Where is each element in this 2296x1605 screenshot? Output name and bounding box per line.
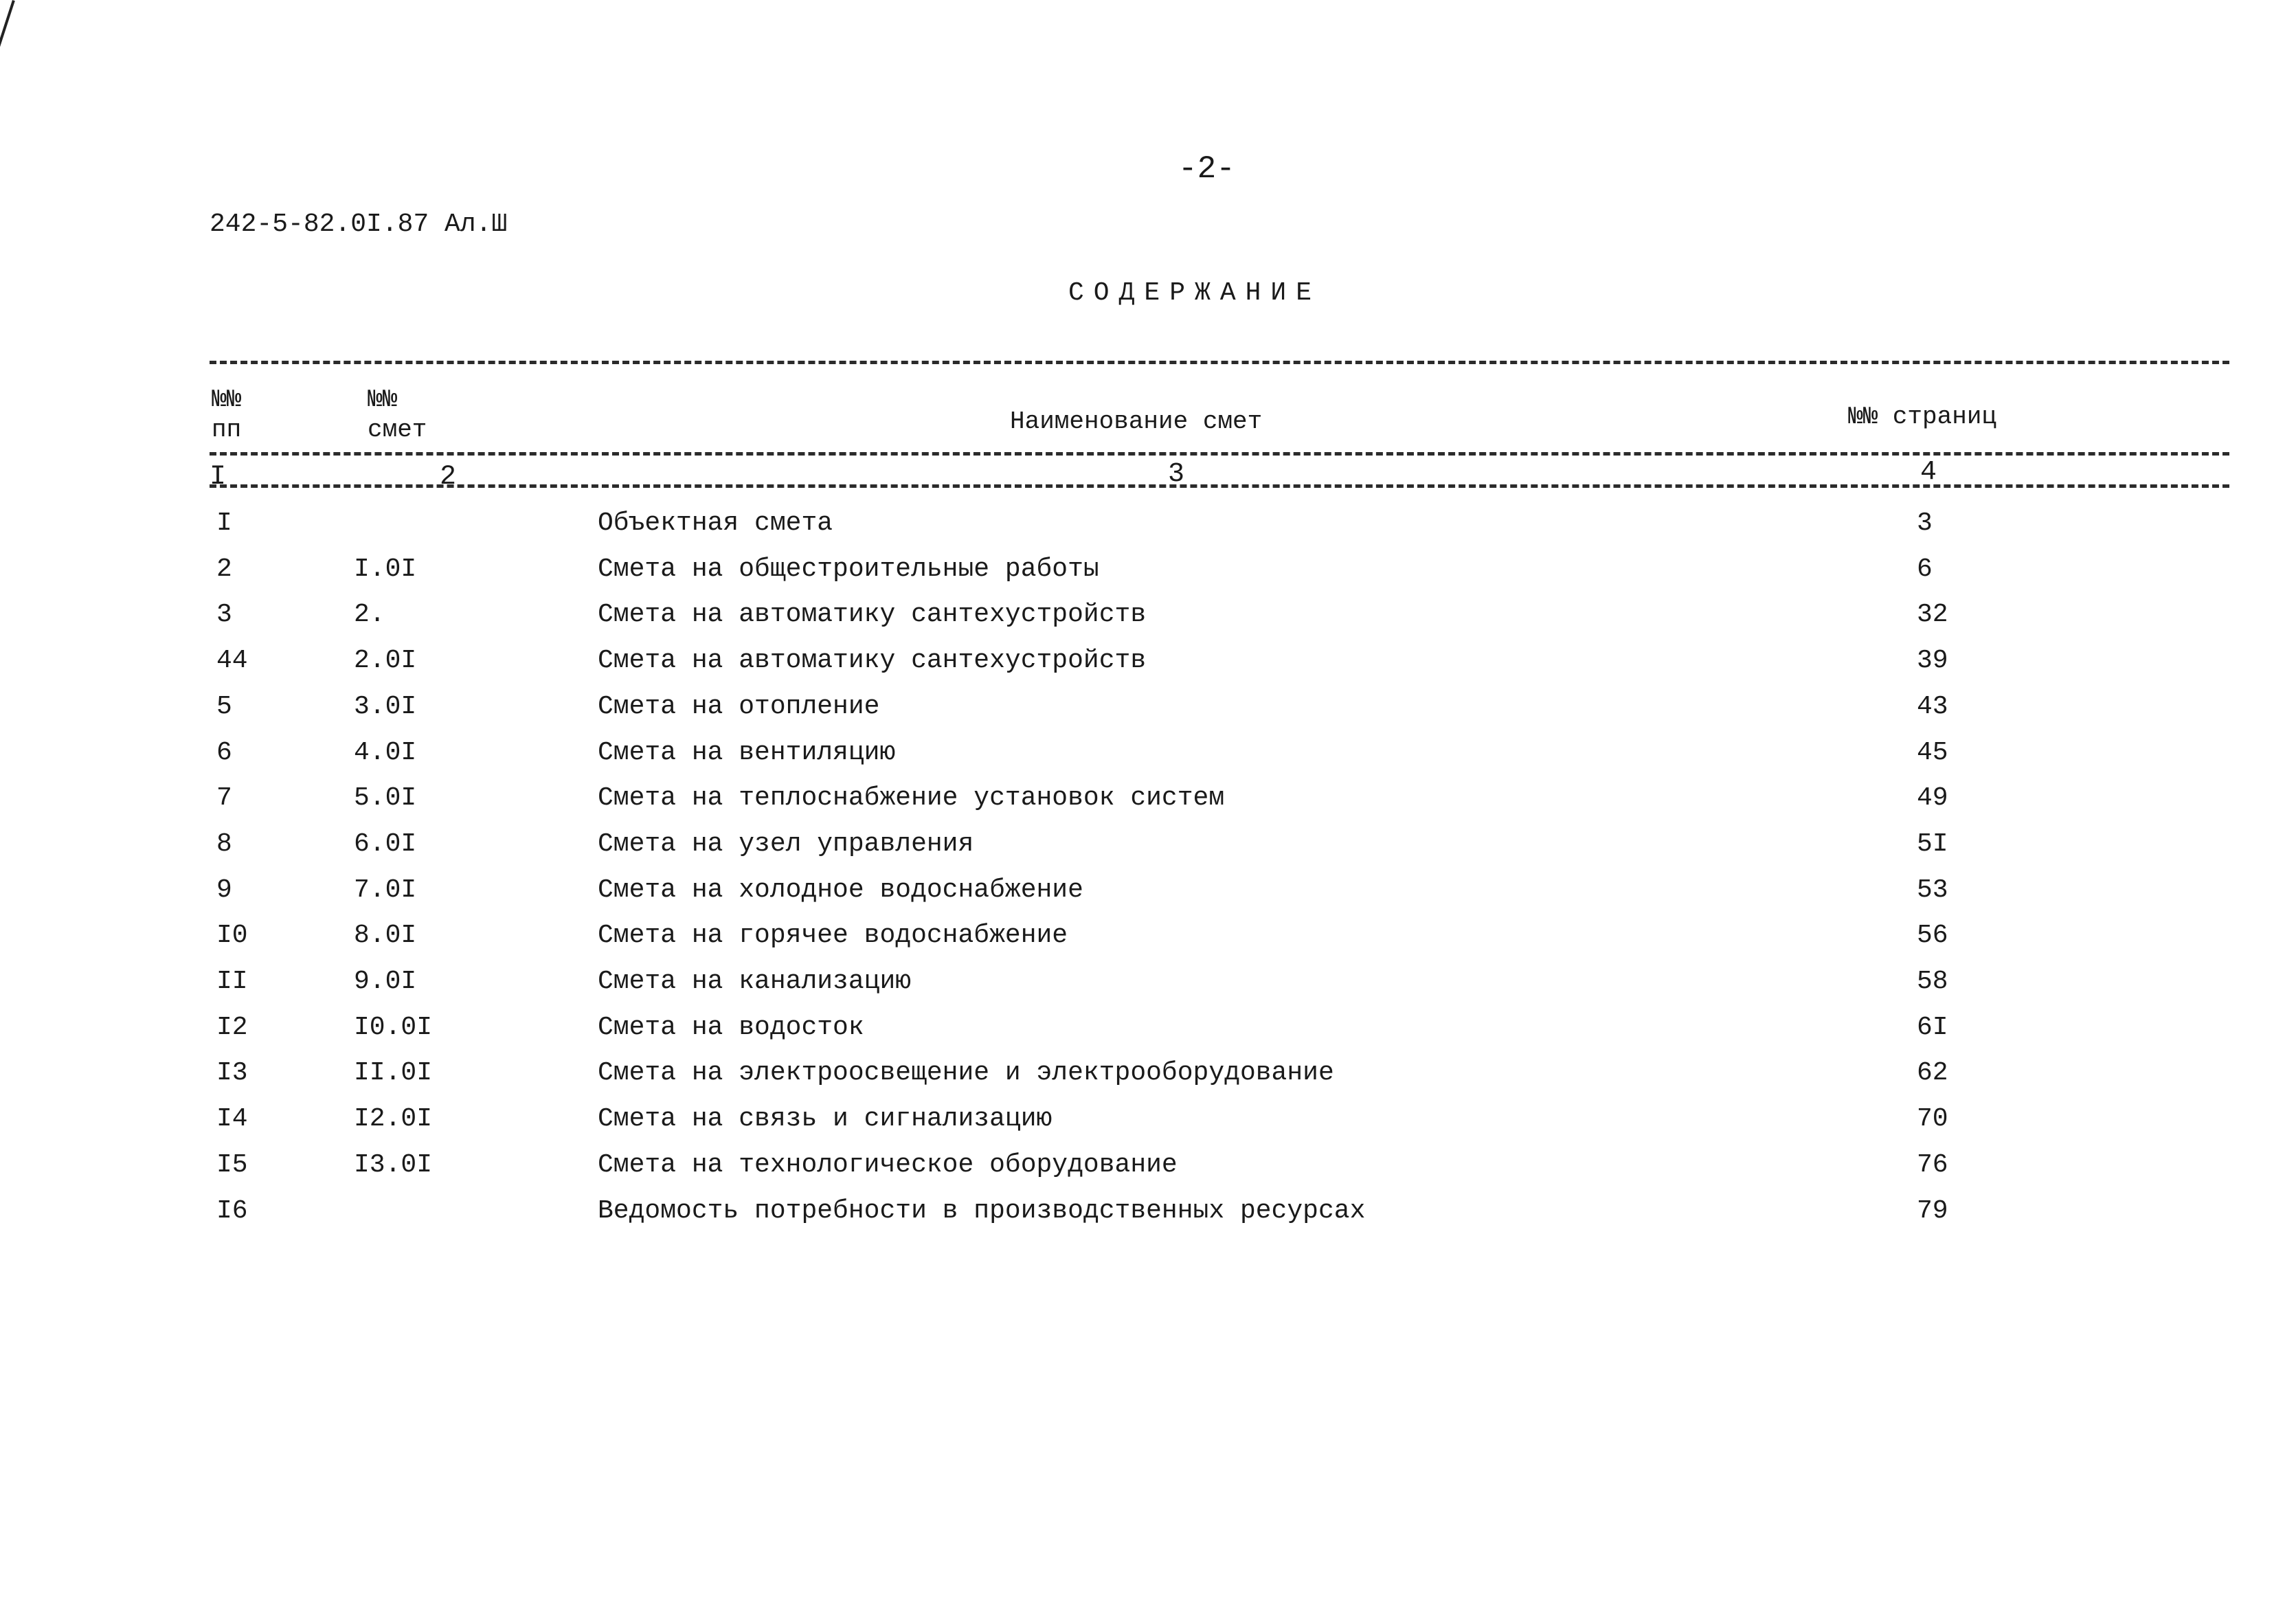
estimate-name: Смета на связь и сигнализацию [598, 1104, 1053, 1134]
table-row [0, 921, 2296, 962]
estimate-number: 8.0I [354, 921, 417, 950]
page-reference: 45 [1917, 738, 1948, 767]
row-number: I2 [216, 1013, 248, 1042]
row-number: I0 [216, 921, 248, 950]
estimate-number: I.0I [354, 554, 417, 584]
table-row [0, 738, 2296, 779]
page-reference: 3 [1917, 508, 1933, 538]
page-number: -2- [1178, 151, 1235, 187]
estimate-name: Смета на электроосвещение и электрооборудование [598, 1058, 1334, 1088]
header-mid-rule [210, 452, 2229, 456]
row-number: I5 [216, 1150, 248, 1180]
row-number: 8 [216, 829, 232, 859]
table-row [0, 829, 2296, 871]
estimate-number: 2.0I [354, 646, 417, 675]
page-reference: 43 [1917, 692, 1948, 721]
header-top-rule [210, 361, 2229, 364]
header-pp-line2: пп [212, 416, 242, 444]
page-reference: 70 [1917, 1104, 1948, 1134]
table-row [0, 554, 2296, 596]
page-reference: 39 [1917, 646, 1948, 675]
table-row [0, 1013, 2296, 1054]
table-row [0, 875, 2296, 917]
document-code: 242-5-82.0I.87 Ал.Ш [210, 210, 508, 239]
estimate-name: Смета на автоматику сантехустройств [598, 600, 1147, 629]
row-number: I4 [216, 1104, 248, 1134]
estimate-name: Ведомость потребности в производственных ресурсах [598, 1196, 1366, 1226]
document-title: СОДЕРЖАНИЕ [1068, 278, 1322, 308]
row-number: 5 [216, 692, 232, 721]
page-reference: 6I [1917, 1013, 1948, 1042]
header-name: Наименование смет [1010, 407, 1263, 436]
page-reference: 62 [1917, 1058, 1948, 1088]
estimate-name: Смета на узел управления [598, 829, 974, 859]
header-pp-line1: №№ [212, 385, 242, 414]
table-row [0, 1058, 2296, 1099]
estimate-name: Смета на общестроительные работы [598, 554, 1099, 584]
estimate-name: Смета на канализацию [598, 967, 912, 996]
column-number-3: 3 [1168, 459, 1185, 490]
column-number-1: I [210, 462, 227, 493]
header-pages: №№ страниц [1848, 403, 1997, 431]
header-smet-line2: смет [368, 416, 427, 444]
table-row [0, 1104, 2296, 1145]
page-reference: 49 [1917, 783, 1948, 813]
row-number: 7 [216, 783, 232, 813]
row-number: 6 [216, 738, 232, 767]
page-reference: 58 [1917, 967, 1948, 996]
row-number: I3 [216, 1058, 248, 1088]
row-number: 2 [216, 554, 232, 584]
estimate-name: Смета на отопление [598, 692, 880, 721]
estimate-number: I2.0I [354, 1104, 433, 1134]
estimate-number: 5.0I [354, 783, 417, 813]
table-row [0, 1196, 2296, 1237]
page-reference: 76 [1917, 1150, 1948, 1180]
pen-mark [0, 0, 15, 60]
estimate-number: I0.0I [354, 1013, 433, 1042]
estimate-name: Смета на холодное водоснабжение [598, 875, 1083, 905]
page-reference: 5I [1917, 829, 1948, 859]
estimate-number: 9.0I [354, 967, 417, 996]
estimate-name: Смета на теплоснабжение установок систем [598, 783, 1225, 813]
estimate-number: 6.0I [354, 829, 417, 859]
estimate-name: Смета на вентиляцию [598, 738, 896, 767]
estimate-number: 7.0I [354, 875, 417, 905]
row-number: 3 [216, 600, 232, 629]
estimate-name: Смета на водосток [598, 1013, 864, 1042]
table-row [0, 783, 2296, 824]
row-number: I [216, 508, 232, 538]
header-pp [212, 385, 241, 445]
column-number-4: 4 [1920, 457, 1937, 488]
table-row [0, 600, 2296, 641]
table-row [0, 967, 2296, 1008]
table-row [0, 508, 2296, 550]
page-reference: 32 [1917, 600, 1948, 629]
estimate-name: Смета на технологическое оборудование [598, 1150, 1178, 1180]
header-smet [368, 385, 427, 445]
row-number: II [216, 967, 248, 996]
row-number: 9 [216, 875, 232, 905]
estimate-number: 3.0I [354, 692, 417, 721]
estimate-number: II.0I [354, 1058, 433, 1088]
row-number: I6 [216, 1196, 248, 1226]
estimate-name: Объектная смета [598, 508, 833, 538]
row-number: 44 [216, 646, 248, 675]
estimate-name: Смета на горячее водоснабжение [598, 921, 1068, 950]
table-row [0, 692, 2296, 733]
estimate-number: 2. [354, 600, 385, 629]
estimate-number: 4.0I [354, 738, 417, 767]
table-row [0, 646, 2296, 687]
page-reference: 56 [1917, 921, 1948, 950]
page-reference: 53 [1917, 875, 1948, 905]
header-bottom-rule [210, 484, 2229, 488]
page-reference: 79 [1917, 1196, 1948, 1226]
table-row [0, 1150, 2296, 1191]
page-reference: 6 [1917, 554, 1933, 584]
header-smet-line1: №№ [368, 385, 398, 414]
estimate-number: I3.0I [354, 1150, 433, 1180]
estimate-name: Смета на автоматику сантехустройств [598, 646, 1147, 675]
column-number-2: 2 [440, 462, 457, 493]
